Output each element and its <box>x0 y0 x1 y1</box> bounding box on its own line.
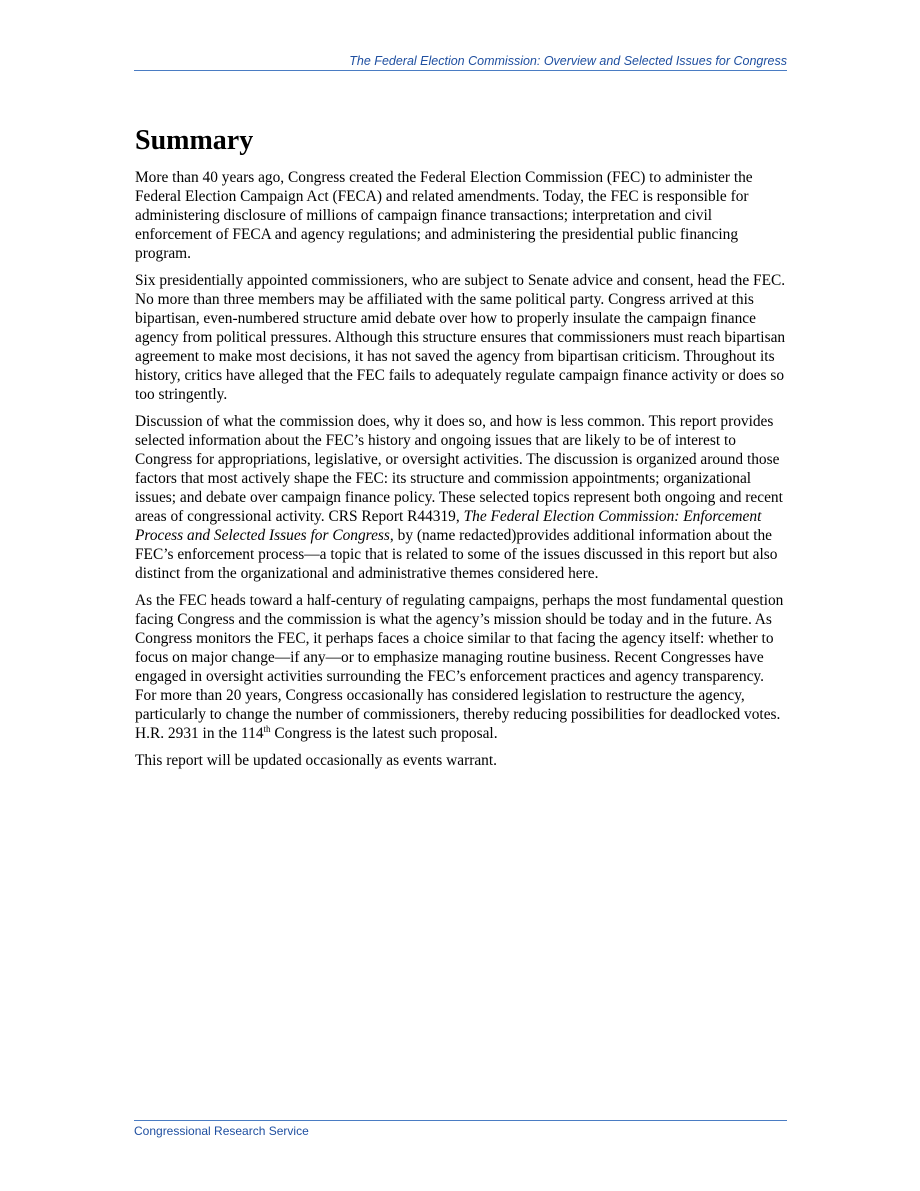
summary-heading: Summary <box>135 125 254 156</box>
paragraph-4-text-end: Congress is the latest such proposal. <box>270 725 498 742</box>
summary-paragraph-4 <box>135 591 787 743</box>
ordinal-superscript: th <box>263 724 271 734</box>
summary-body <box>135 168 787 778</box>
paragraph-4-text-start: As the FEC heads toward a half-century of regulating campaigns, perhaps the most fundamental question facing Congress and the commission is what the agency’s mission should be today and in the future. As Congress monitors the FEC, it perhaps faces a choice similar to that facing the agency itself: whether to focus on major change—if any—or to emphasize managing routine business. Recent Congresses have engaged in oversight activities surrounding the FEC’s enforcement practices and agency transparency. For more than 20 years, Congress occasionally has considered legislation to restructure the agency, particularly to change the number of commissioners, thereby reducing possibilities for deadlocked votes. H.R. 2931 in the 114 <box>135 592 784 742</box>
paragraph-3-text-start: Discussion of what the commission does, why it does so, and how is less common. This report provides selected information about the FEC’s history and ongoing issues that are likely to be of interest to Congress for appropriations, legislative, or oversight activities. The discussion is organized around those factors that most actively shape the FEC: its structure and commission appointments; organizational issues; and debate over campaign finance policy. These selected topics represent both ongoing and recent areas of congressional activity. CRS Report R44319, <box>135 413 783 525</box>
report-title-citation: The Federal Election Commission: Enforcement Process and Selected Issues for Congress <box>135 508 762 544</box>
running-header-title: The Federal Election Commission: Overview and Selected Issues for Congress <box>349 54 787 68</box>
summary-paragraph-5: This report will be updated occasionally as events warrant. <box>135 752 497 769</box>
running-footer <box>134 1120 787 1138</box>
paragraph-3-text-end: , by (name redacted)provides additional information about the FEC’s enforcement process—a topic that is related to some of the issues discussed in this report but also distinct from the organizational and administrative themes considered here. <box>135 527 778 582</box>
running-footer-text: Congressional Research Service <box>134 1124 309 1138</box>
summary-paragraph-3 <box>135 412 787 583</box>
summary-paragraph-2: Six presidentially appointed commissioners, who are subject to Senate advice and consent, head the FEC. No more than three members may be affiliated with the same political party. Congress arrived at this bipartisan, even-numbered structure amid debate over how to properly insulate the campaign finance agency from political pressures. Although this structure ensures that commissioners must reach bipartisan agreement to make most decisions, it has not saved the agency from bipartisan criticism. Throughout its history, critics have alleged that the FEC fails to adequately regulate campaign finance activity or does so too stringently. <box>135 272 786 403</box>
summary-paragraph-1: More than 40 years ago, Congress created the Federal Election Commission (FEC) to administer the Federal Election Campaign Act (FECA) and related amendments. Today, the FEC is responsible for administering disclosure of millions of campaign finance transactions; interpretation and civil enforcement of FECA and agency regulations; and administering the presidential public financing program. <box>135 169 753 262</box>
running-header <box>134 54 787 71</box>
